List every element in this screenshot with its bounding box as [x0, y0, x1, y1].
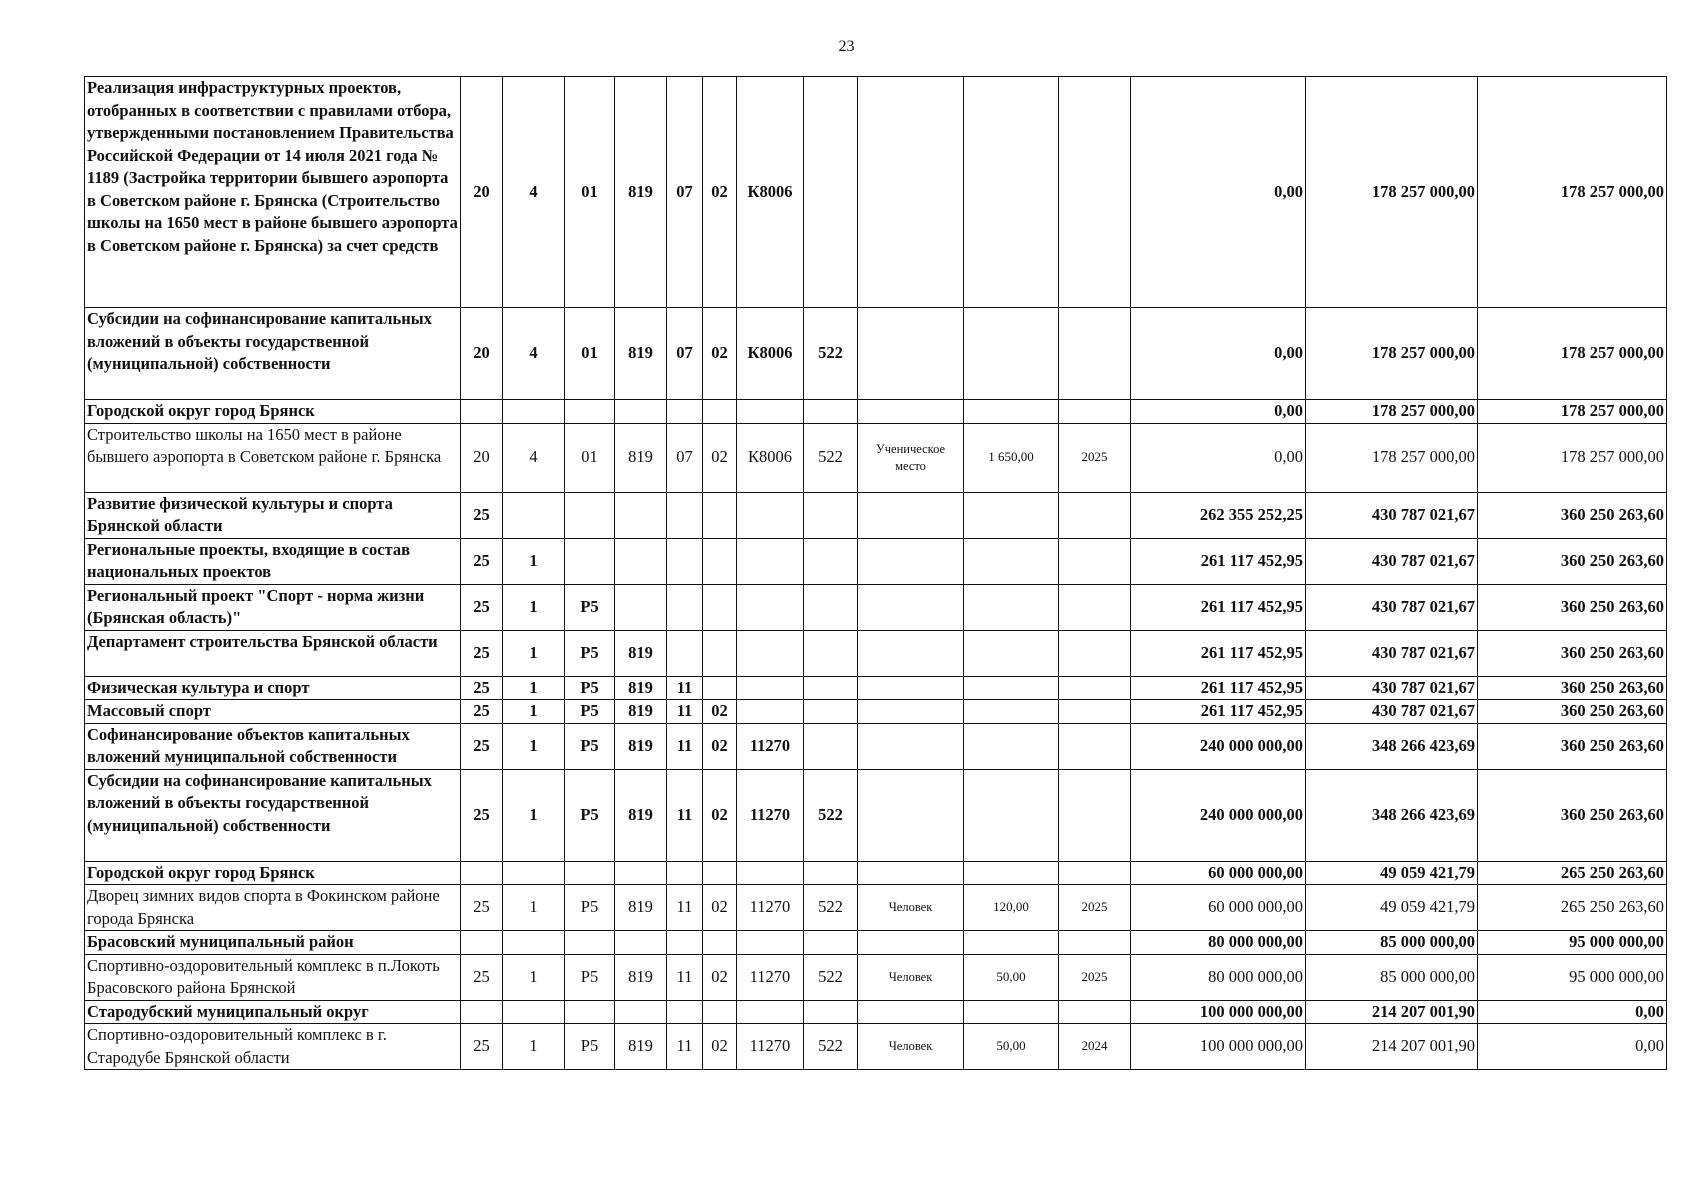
code-cell: 02	[703, 723, 737, 769]
code-cell	[565, 492, 615, 538]
amount-cell: 214 207 001,90	[1306, 1000, 1478, 1024]
code-cell: 07	[667, 308, 703, 400]
unit-cell	[858, 77, 964, 308]
code-cell: P5	[565, 769, 615, 861]
code-cell: 11270	[737, 769, 804, 861]
amount-cell: 60 000 000,00	[1131, 861, 1306, 885]
code-cell	[615, 492, 667, 538]
table-row	[85, 861, 1667, 885]
code-cell	[503, 492, 565, 538]
code-cell: 25	[461, 723, 503, 769]
code-cell: 25	[461, 492, 503, 538]
code-cell: 1	[503, 538, 565, 584]
code-cell	[703, 676, 737, 700]
code-cell: 11	[667, 676, 703, 700]
code-cell	[703, 538, 737, 584]
row-name: Массовый спорт	[85, 700, 461, 724]
amount-cell: 360 250 263,60	[1478, 538, 1667, 584]
code-cell: P5	[565, 630, 615, 676]
capacity-cell	[964, 492, 1059, 538]
amount-cell: 0,00	[1131, 423, 1306, 492]
code-cell	[615, 1000, 667, 1024]
code-cell: 522	[804, 954, 858, 1000]
unit-cell	[858, 723, 964, 769]
unit-cell	[858, 400, 964, 424]
code-cell: 1	[503, 700, 565, 724]
amount-cell: 430 787 021,67	[1306, 700, 1478, 724]
row-name: Строительство школы на 1650 мест в районе бывшего аэропорта в Советском районе г. Брянска	[85, 423, 461, 492]
capacity-cell	[964, 861, 1059, 885]
amount-cell: 348 266 423,69	[1306, 723, 1478, 769]
amount-cell: 178 257 000,00	[1306, 400, 1478, 424]
code-cell	[804, 630, 858, 676]
code-cell	[703, 931, 737, 955]
code-cell	[703, 1000, 737, 1024]
table-row	[85, 308, 1667, 400]
code-cell: 819	[615, 77, 667, 308]
code-cell: 4	[503, 423, 565, 492]
code-cell	[703, 861, 737, 885]
code-cell	[737, 400, 804, 424]
amount-cell: 0,00	[1131, 308, 1306, 400]
capacity-cell: 50,00	[964, 1024, 1059, 1070]
code-cell	[461, 1000, 503, 1024]
amount-cell: 262 355 252,25	[1131, 492, 1306, 538]
row-name: Субсидии на софинансирование капитальных вложений в объекты государственной (муниципальной) собственности	[85, 308, 461, 400]
code-cell	[615, 538, 667, 584]
code-cell: 01	[565, 423, 615, 492]
code-cell	[503, 1000, 565, 1024]
year-cell	[1059, 861, 1131, 885]
code-cell	[667, 861, 703, 885]
table-row	[85, 723, 1667, 769]
code-cell	[703, 630, 737, 676]
code-cell: 819	[615, 630, 667, 676]
unit-cell	[858, 630, 964, 676]
table-row	[85, 1024, 1667, 1070]
code-cell	[461, 861, 503, 885]
code-cell	[737, 861, 804, 885]
amount-cell: 95 000 000,00	[1478, 954, 1667, 1000]
code-cell	[804, 1000, 858, 1024]
unit-cell: Ученическое место	[858, 423, 964, 492]
code-cell: P5	[565, 723, 615, 769]
code-cell: 819	[615, 676, 667, 700]
year-cell	[1059, 931, 1131, 955]
code-cell: 01	[565, 77, 615, 308]
code-cell: 819	[615, 1024, 667, 1070]
amount-cell: 49 059 421,79	[1306, 885, 1478, 931]
row-name: Брасовский муниципальный район	[85, 931, 461, 955]
row-name: Городской округ город Брянск	[85, 861, 461, 885]
amount-cell: 261 117 452,95	[1131, 676, 1306, 700]
year-cell	[1059, 630, 1131, 676]
table-row	[85, 492, 1667, 538]
code-cell: 819	[615, 954, 667, 1000]
capacity-cell	[964, 584, 1059, 630]
code-cell: 4	[503, 77, 565, 308]
capacity-cell	[964, 700, 1059, 724]
code-cell: 819	[615, 308, 667, 400]
year-cell	[1059, 700, 1131, 724]
code-cell: 25	[461, 954, 503, 1000]
table-row	[85, 885, 1667, 931]
code-cell: 02	[703, 1024, 737, 1070]
amount-cell: 360 250 263,60	[1478, 584, 1667, 630]
code-cell: 11	[667, 769, 703, 861]
code-cell: P5	[565, 700, 615, 724]
year-cell	[1059, 723, 1131, 769]
code-cell	[667, 538, 703, 584]
amount-cell: 178 257 000,00	[1478, 423, 1667, 492]
amount-cell: 360 250 263,60	[1478, 723, 1667, 769]
unit-cell	[858, 861, 964, 885]
capacity-cell	[964, 630, 1059, 676]
code-cell	[804, 492, 858, 538]
code-cell: P5	[565, 1024, 615, 1070]
code-cell: 25	[461, 630, 503, 676]
code-cell	[565, 538, 615, 584]
amount-cell: 240 000 000,00	[1131, 723, 1306, 769]
code-cell	[737, 630, 804, 676]
unit-cell: Человек	[858, 1024, 964, 1070]
code-cell: 1	[503, 769, 565, 861]
capacity-cell	[964, 931, 1059, 955]
amount-cell: 360 250 263,60	[1478, 700, 1667, 724]
year-cell	[1059, 1000, 1131, 1024]
amount-cell: 360 250 263,60	[1478, 630, 1667, 676]
code-cell: 522	[804, 769, 858, 861]
table-row	[85, 630, 1667, 676]
code-cell: 25	[461, 885, 503, 931]
amount-cell: 0,00	[1131, 77, 1306, 308]
amount-cell: 360 250 263,60	[1478, 492, 1667, 538]
code-cell	[565, 861, 615, 885]
code-cell: 11	[667, 1024, 703, 1070]
capacity-cell	[964, 723, 1059, 769]
row-name: Региональные проекты, входящие в состав национальных проектов	[85, 538, 461, 584]
table-row	[85, 423, 1667, 492]
code-cell	[737, 492, 804, 538]
unit-cell	[858, 1000, 964, 1024]
code-cell	[804, 861, 858, 885]
code-cell	[615, 584, 667, 630]
code-cell: 02	[703, 885, 737, 931]
row-name: Департамент строительства Брянской области	[85, 630, 461, 676]
code-cell	[503, 861, 565, 885]
amount-cell: 265 250 263,60	[1478, 861, 1667, 885]
unit-cell: Человек	[858, 954, 964, 1000]
code-cell: 1	[503, 723, 565, 769]
amount-cell: 430 787 021,67	[1306, 676, 1478, 700]
table-row	[85, 584, 1667, 630]
year-cell	[1059, 769, 1131, 861]
code-cell	[703, 584, 737, 630]
capacity-cell: 1 650,00	[964, 423, 1059, 492]
code-cell: 522	[804, 885, 858, 931]
row-name: Субсидии на софинансирование капитальных вложений в объекты государственной (муниципальной) собственности	[85, 769, 461, 861]
code-cell: 522	[804, 308, 858, 400]
year-cell: 2025	[1059, 423, 1131, 492]
code-cell	[667, 931, 703, 955]
unit-cell	[858, 769, 964, 861]
amount-cell: 100 000 000,00	[1131, 1000, 1306, 1024]
amount-cell: 178 257 000,00	[1478, 400, 1667, 424]
year-cell	[1059, 676, 1131, 700]
code-cell: 11	[667, 885, 703, 931]
code-cell	[565, 1000, 615, 1024]
code-cell	[461, 400, 503, 424]
code-cell	[503, 400, 565, 424]
code-cell	[565, 400, 615, 424]
code-cell	[503, 931, 565, 955]
unit-cell	[858, 676, 964, 700]
row-name: Стародубский муниципальный округ	[85, 1000, 461, 1024]
code-cell: 02	[703, 423, 737, 492]
capacity-cell	[964, 400, 1059, 424]
capacity-cell	[964, 676, 1059, 700]
unit-cell	[858, 538, 964, 584]
unit-cell	[858, 492, 964, 538]
amount-cell: 0,00	[1131, 400, 1306, 424]
amount-cell: 85 000 000,00	[1306, 954, 1478, 1000]
code-cell: P5	[565, 676, 615, 700]
year-cell	[1059, 538, 1131, 584]
capacity-cell	[964, 1000, 1059, 1024]
code-cell: 819	[615, 700, 667, 724]
code-cell: 25	[461, 676, 503, 700]
code-cell: 819	[615, 723, 667, 769]
amount-cell: 360 250 263,60	[1478, 676, 1667, 700]
code-cell	[804, 77, 858, 308]
code-cell: 11270	[737, 723, 804, 769]
code-cell: 25	[461, 584, 503, 630]
amount-cell: 178 257 000,00	[1478, 77, 1667, 308]
code-cell: 25	[461, 538, 503, 584]
capacity-cell: 120,00	[964, 885, 1059, 931]
row-name: Городской округ город Брянск	[85, 400, 461, 424]
table-row	[85, 931, 1667, 955]
row-name: Физическая культура и спорт	[85, 676, 461, 700]
code-cell: 11270	[737, 885, 804, 931]
code-cell: 02	[703, 954, 737, 1000]
code-cell: К8006	[737, 77, 804, 308]
table-row	[85, 676, 1667, 700]
code-cell: P5	[565, 885, 615, 931]
code-cell: К8006	[737, 308, 804, 400]
code-cell: 4	[503, 308, 565, 400]
code-cell	[804, 676, 858, 700]
year-cell: 2025	[1059, 885, 1131, 931]
code-cell	[667, 1000, 703, 1024]
code-cell: 1	[503, 584, 565, 630]
code-cell	[667, 584, 703, 630]
table-row	[85, 700, 1667, 724]
amount-cell: 178 257 000,00	[1306, 423, 1478, 492]
amount-cell: 430 787 021,67	[1306, 492, 1478, 538]
capacity-cell	[964, 538, 1059, 584]
budget-table	[84, 76, 1667, 1070]
table-row	[85, 77, 1667, 308]
code-cell: 819	[615, 885, 667, 931]
amount-cell: 360 250 263,60	[1478, 769, 1667, 861]
unit-cell	[858, 308, 964, 400]
year-cell	[1059, 308, 1131, 400]
unit-cell: Человек	[858, 885, 964, 931]
amount-cell: 430 787 021,67	[1306, 630, 1478, 676]
code-cell: 02	[703, 77, 737, 308]
row-name: Реализация инфраструктурных проектов, отобранных в соответствии с правилами отбора, утвержденными постановлением Правительства Российской Федерации от 14 июля 2021 года № 1189 (Застройка территории бывшего аэропорта в Советском районе г. Брянска (Строительство школы на 1650 мест в районе бывшего аэропорта в Советском районе г. Брянска) за счет средств	[85, 77, 461, 308]
code-cell: P5	[565, 584, 615, 630]
table-row	[85, 954, 1667, 1000]
code-cell: 07	[667, 423, 703, 492]
code-cell: 20	[461, 77, 503, 308]
amount-cell: 60 000 000,00	[1131, 885, 1306, 931]
code-cell	[737, 584, 804, 630]
year-cell	[1059, 400, 1131, 424]
code-cell	[565, 931, 615, 955]
year-cell: 2024	[1059, 1024, 1131, 1070]
code-cell	[667, 630, 703, 676]
capacity-cell: 50,00	[964, 954, 1059, 1000]
code-cell: 20	[461, 423, 503, 492]
row-name: Дворец зимних видов спорта в Фокинском районе города Брянска	[85, 885, 461, 931]
amount-cell: 261 117 452,95	[1131, 630, 1306, 676]
code-cell	[737, 700, 804, 724]
code-cell: 02	[703, 700, 737, 724]
unit-cell	[858, 700, 964, 724]
table-row	[85, 400, 1667, 424]
code-cell: 522	[804, 1024, 858, 1070]
capacity-cell	[964, 77, 1059, 308]
code-cell: К8006	[737, 423, 804, 492]
code-cell	[615, 931, 667, 955]
year-cell: 2025	[1059, 954, 1131, 1000]
code-cell	[804, 584, 858, 630]
code-cell: 1	[503, 630, 565, 676]
row-name: Софинансирование объектов капитальных вложений муниципальной собственности	[85, 723, 461, 769]
row-name: Спортивно-оздоровительный комплекс в п.Локоть Брасовского района Брянской	[85, 954, 461, 1000]
code-cell: 1	[503, 954, 565, 1000]
amount-cell: 95 000 000,00	[1478, 931, 1667, 955]
code-cell: 01	[565, 308, 615, 400]
code-cell	[667, 400, 703, 424]
year-cell	[1059, 492, 1131, 538]
amount-cell: 49 059 421,79	[1306, 861, 1478, 885]
code-cell: 11270	[737, 954, 804, 1000]
code-cell: 25	[461, 769, 503, 861]
code-cell: 819	[615, 423, 667, 492]
code-cell	[703, 400, 737, 424]
code-cell: 11	[667, 954, 703, 1000]
code-cell	[615, 861, 667, 885]
amount-cell: 178 257 000,00	[1306, 308, 1478, 400]
code-cell: 1	[503, 885, 565, 931]
amount-cell: 265 250 263,60	[1478, 885, 1667, 931]
code-cell	[737, 931, 804, 955]
code-cell	[737, 538, 804, 584]
code-cell	[804, 400, 858, 424]
amount-cell: 214 207 001,90	[1306, 1024, 1478, 1070]
code-cell: 25	[461, 1024, 503, 1070]
code-cell	[804, 700, 858, 724]
code-cell: P5	[565, 954, 615, 1000]
capacity-cell	[964, 308, 1059, 400]
table-row	[85, 538, 1667, 584]
code-cell	[804, 538, 858, 584]
code-cell: 02	[703, 769, 737, 861]
amount-cell: 261 117 452,95	[1131, 538, 1306, 584]
code-cell: 02	[703, 308, 737, 400]
amount-cell: 100 000 000,00	[1131, 1024, 1306, 1070]
code-cell	[737, 676, 804, 700]
unit-cell	[858, 584, 964, 630]
amount-cell: 261 117 452,95	[1131, 700, 1306, 724]
amount-cell: 0,00	[1478, 1000, 1667, 1024]
code-cell	[804, 931, 858, 955]
code-cell	[804, 723, 858, 769]
code-cell: 1	[503, 676, 565, 700]
year-cell	[1059, 77, 1131, 308]
code-cell	[461, 931, 503, 955]
amount-cell: 80 000 000,00	[1131, 954, 1306, 1000]
unit-cell	[858, 931, 964, 955]
capacity-cell	[964, 769, 1059, 861]
code-cell	[737, 1000, 804, 1024]
table-row	[85, 1000, 1667, 1024]
code-cell: 819	[615, 769, 667, 861]
code-cell: 1	[503, 1024, 565, 1070]
amount-cell: 348 266 423,69	[1306, 769, 1478, 861]
row-name: Спортивно-оздоровительный комплекс в г. Стародубе Брянской области	[85, 1024, 461, 1070]
row-name: Развитие физической культуры и спорта Брянской области	[85, 492, 461, 538]
code-cell	[703, 492, 737, 538]
amount-cell: 85 000 000,00	[1306, 931, 1478, 955]
code-cell: 11	[667, 700, 703, 724]
amount-cell: 240 000 000,00	[1131, 769, 1306, 861]
amount-cell: 261 117 452,95	[1131, 584, 1306, 630]
code-cell: 11	[667, 723, 703, 769]
amount-cell: 430 787 021,67	[1306, 538, 1478, 584]
code-cell	[667, 492, 703, 538]
code-cell: 11270	[737, 1024, 804, 1070]
code-cell	[615, 400, 667, 424]
amount-cell: 430 787 021,67	[1306, 584, 1478, 630]
row-name: Региональный проект "Спорт - норма жизни (Брянская область)"	[85, 584, 461, 630]
code-cell: 522	[804, 423, 858, 492]
code-cell: 25	[461, 700, 503, 724]
amount-cell: 80 000 000,00	[1131, 931, 1306, 955]
page-number: 23	[838, 38, 855, 55]
year-cell	[1059, 584, 1131, 630]
amount-cell: 178 257 000,00	[1478, 308, 1667, 400]
code-cell: 20	[461, 308, 503, 400]
amount-cell: 178 257 000,00	[1306, 77, 1478, 308]
code-cell: 07	[667, 77, 703, 308]
amount-cell: 0,00	[1478, 1024, 1667, 1070]
table-row	[85, 769, 1667, 861]
